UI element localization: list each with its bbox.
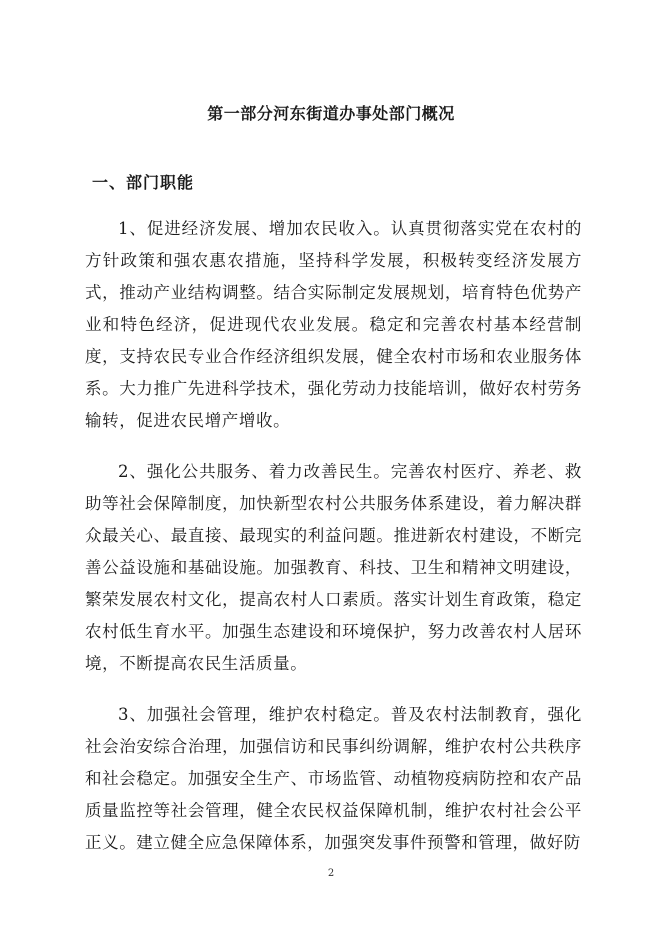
paragraph-2: 2、强化公共服务、着力改善民生。完善农村医疗、养老、救助等社会保障制度，加快新型农村公共服务体系建设，着力解决群众最关心、最直接、最现实的利益问题。推进新农村建设，不断完善公益设施和基础设施。加强教育、科技、卫生和精神文明建设，繁荣发展农村文化，提高农村人口素质。落实计划生育政策，稳定农村低生育水平。加强生态建设和环境保护，努力改善农村人居环境，不断提高农民生活质量。 [85, 462, 582, 673]
paragraph-3: 3、加强社会管理，维护农村稳定。普及农村法制教育，强化社会治安综合治理，加强信访和民事纠纷调解，维护农村公共秩序和社会稳定。加强安全生产、市场监管、动植物疫病防控和农产品质量监控等社会管理，健全农民权益保障机制，维护农村社会公平正义。建立健全应急保障体系，加强突发事件预警和管理，做好防 [85, 705, 582, 852]
paragraph-1: 1、促进经济发展、增加农民收入。认真贯彻落实党在农村的方针政策和强农惠农措施，坚持科学发展，积极转变经济发展方式，推动产业结构调整。结合实际制定发展规划，培育特色优势产业和特色经济，促进现代农业发展。稳定和完善农村基本经营制度，支持农民专业合作经济组织发展，健全农村市场和农业服务体系。大力推广先进科学技术，强化劳动力技能培训，做好农村劳务输转，促进农民增产增收。 [85, 219, 582, 430]
page-title: 第一部分河东街道办事处部门概况 [207, 104, 455, 123]
page-number: 2 [327, 868, 335, 879]
section-heading: 一、部门职能 [92, 173, 195, 192]
